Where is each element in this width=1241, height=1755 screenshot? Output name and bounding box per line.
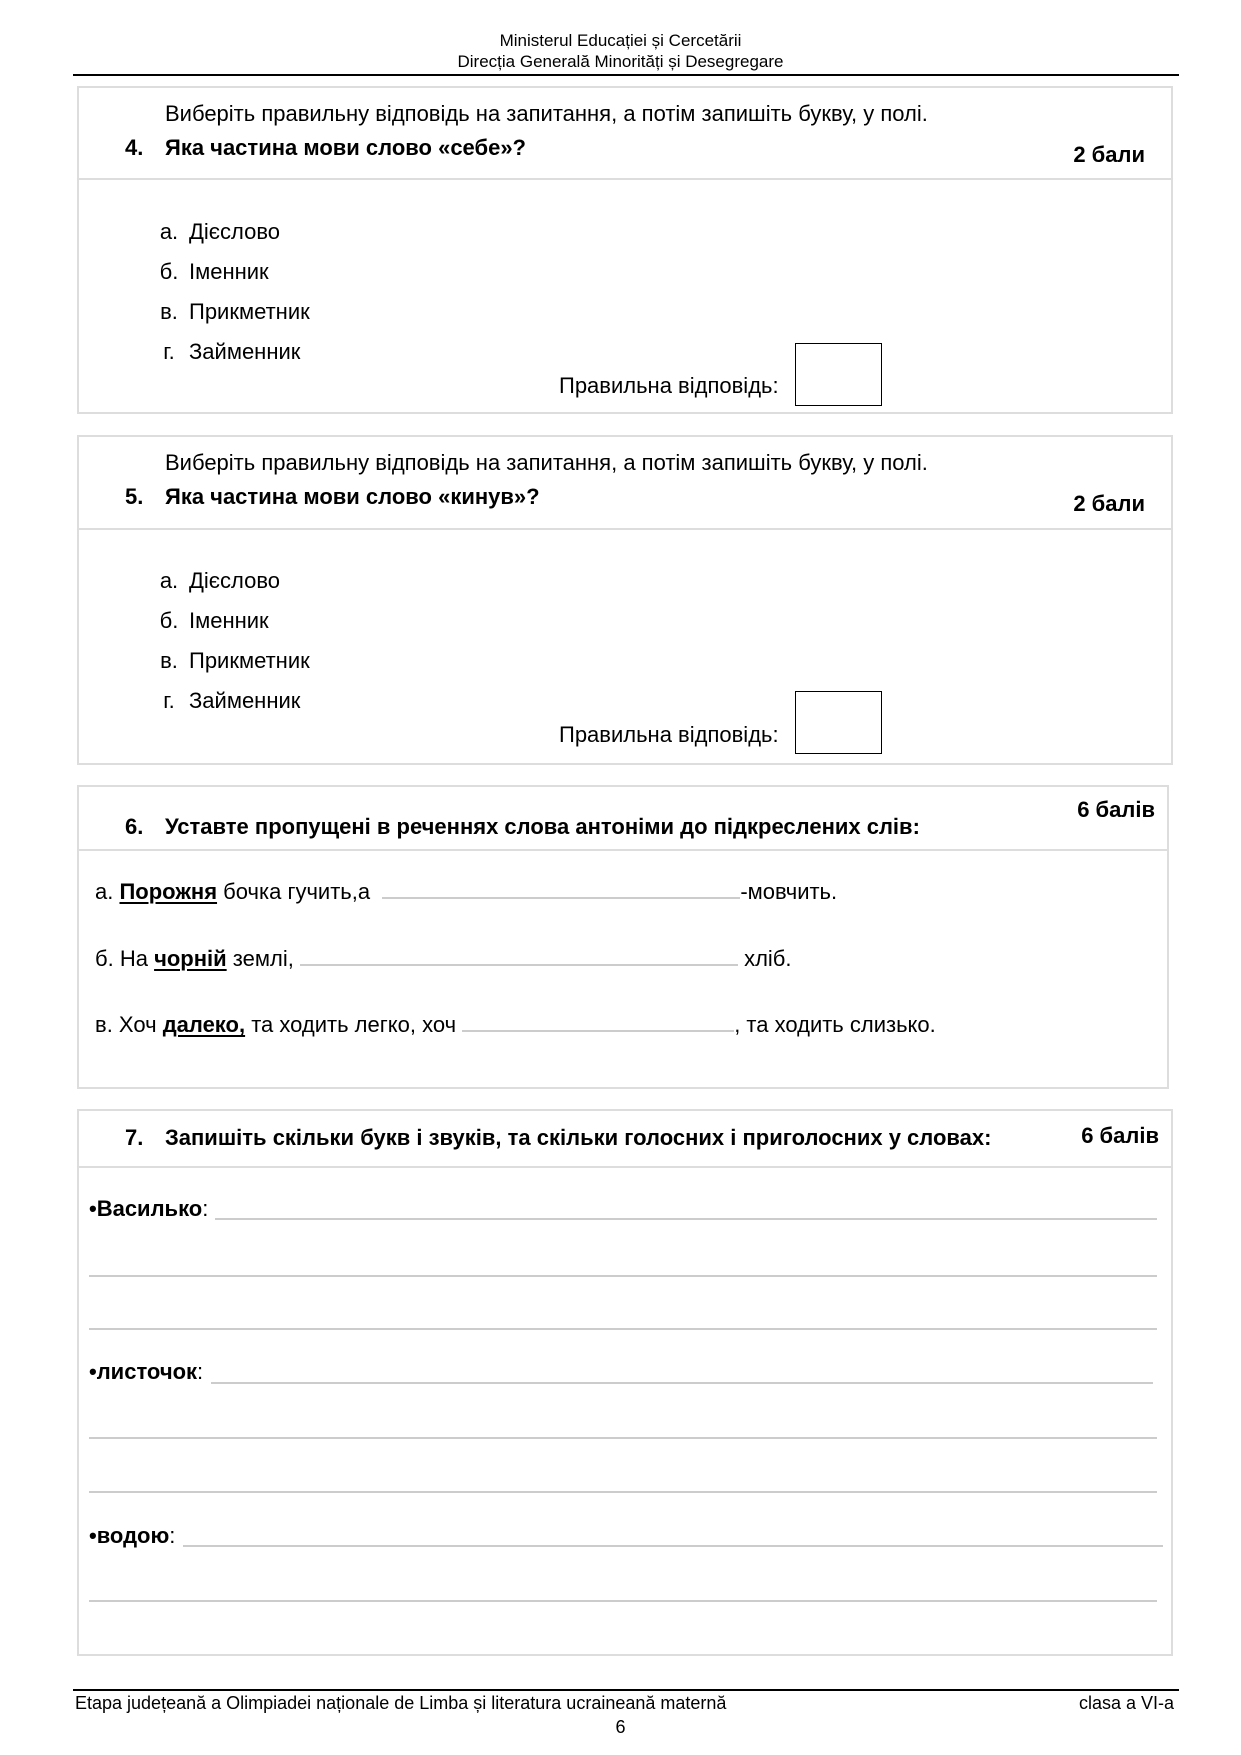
divider: [79, 178, 1171, 180]
instruction: Виберіть правильну відповідь на запитання, а потім запишіть букву, у полі.: [165, 450, 928, 475]
question-text: Яка частина мови слово «кинув»?: [165, 484, 540, 509]
options-list: [149, 561, 310, 721]
option-d: г. Займенник: [163, 688, 301, 713]
sentence-a: а. Порожня бочка гучить,а -мовчить.: [95, 879, 838, 904]
question-5: [77, 435, 1173, 765]
question-4: [77, 86, 1173, 414]
sentence-c: в. Хоч далеко, та ходить легко, хоч , та ходить слизько.: [95, 1012, 936, 1037]
answer-line[interactable]: [183, 1545, 1163, 1547]
ministry-name: Ministerul Educației și Cercetării: [499, 31, 742, 50]
question-text: Яка частина мови слово «себе»?: [165, 135, 526, 160]
points: 2 бали: [1073, 491, 1145, 516]
footer-title: Etapa județeană a Olimpiadei naționale de Limba și literatura ucraineană maternă: [75, 1693, 727, 1713]
option-b: б. Іменник: [159, 608, 269, 633]
divider: [79, 528, 1171, 530]
question-text: Уставте пропущені в реченнях слова антоніми до підкреслених слів:: [165, 814, 920, 839]
option-c: в. Прикметник: [160, 648, 310, 673]
answer-line[interactable]: [211, 1382, 1153, 1384]
points: 6 балів: [1077, 797, 1155, 822]
question-number: 7.: [125, 1125, 144, 1150]
points: 6 балів: [1081, 1123, 1159, 1148]
option-a: а. Дієслово: [159, 219, 281, 244]
question-number: 5.: [125, 484, 144, 509]
answer-line[interactable]: [89, 1328, 1157, 1330]
points: 2 бали: [1073, 142, 1145, 167]
answer-box[interactable]: [795, 691, 882, 754]
question-7: [77, 1109, 1173, 1656]
answer-line[interactable]: [215, 1218, 1157, 1220]
word-label-vodoyu: •водою:: [89, 1523, 176, 1548]
question-text: Запишіть скільки букв і звуків, та скільки голосних і приголосних у словах:: [165, 1125, 992, 1150]
answer-line[interactable]: [89, 1491, 1157, 1493]
answer-line[interactable]: [89, 1437, 1157, 1439]
option-c: в. Прикметник: [160, 299, 310, 324]
page-number: 6: [615, 1717, 626, 1737]
option-a: а. Дієслово: [159, 568, 281, 593]
footer-rule: [73, 1689, 1179, 1691]
footer-class: clasa a VI-a: [1078, 1693, 1174, 1713]
answer-box[interactable]: [795, 343, 882, 406]
word-label-lystochok: •листочок:: [89, 1359, 204, 1384]
answer-label: Правильна відповідь:: [559, 373, 779, 398]
header-rule: [73, 74, 1179, 76]
option-b: б. Іменник: [159, 259, 269, 284]
blank-input-c[interactable]: [462, 1010, 734, 1032]
options-list: [149, 212, 310, 372]
answer-label: Правильна відповідь:: [559, 722, 779, 747]
word-label-vasylko: •Василько:: [89, 1196, 209, 1221]
answer-line[interactable]: [89, 1600, 1157, 1602]
divider: [79, 1166, 1171, 1168]
divider: [79, 849, 1167, 851]
blank-input-a[interactable]: [382, 877, 740, 899]
sentence-b: б. На чорній землі, хліб.: [95, 946, 792, 971]
blank-input-b[interactable]: [300, 944, 738, 966]
question-6: [77, 785, 1169, 1089]
question-number: 4.: [125, 135, 144, 160]
directorate-name: Direcția Generală Minorități și Desegregare: [457, 52, 784, 71]
question-number: 6.: [125, 814, 144, 839]
option-d: г. Займенник: [163, 339, 301, 364]
instruction: Виберіть правильну відповідь на запитання, а потім запишіть букву, у полі.: [165, 101, 928, 126]
answer-line[interactable]: [89, 1275, 1157, 1277]
